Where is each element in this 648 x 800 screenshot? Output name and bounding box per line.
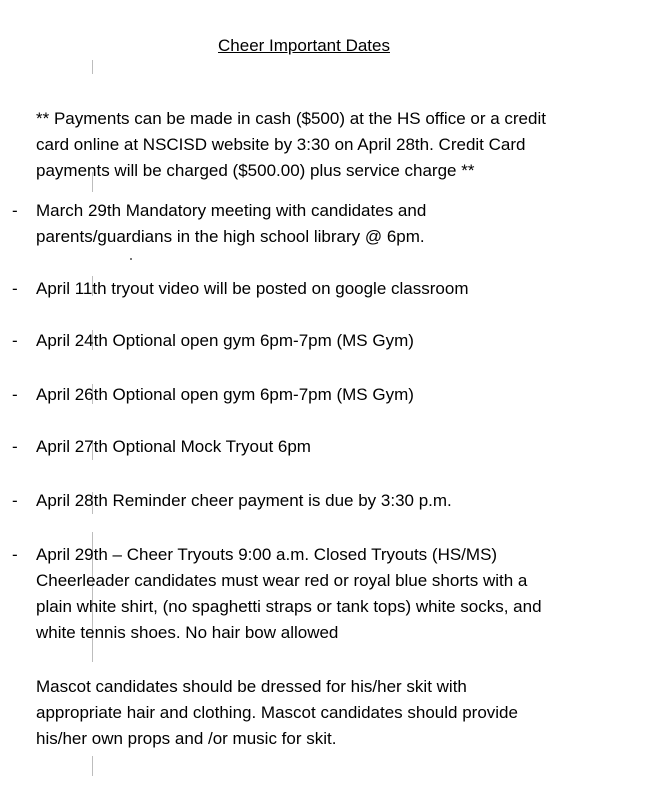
list-item-text: [36, 328, 636, 354]
bullet-dash: -: [12, 545, 18, 564]
list-item-line: April 28th Reminder cheer payment is due by 3:30 p.m.: [36, 491, 452, 510]
list-item-line: Cheerleader candidates must wear red or royal blue shorts with a: [36, 571, 528, 590]
bullet-dash: -: [12, 491, 18, 510]
list-item-text: [36, 542, 636, 646]
scan-artifact-line: [92, 756, 93, 776]
bullet-dash: -: [12, 437, 18, 456]
mascot-line: his/her own props and /or music for skit.: [36, 729, 337, 748]
list-item-text: [36, 276, 636, 302]
bullet-dash: -: [12, 385, 18, 404]
list-item-line: parents/guardians in the high school library @ 6pm.: [36, 227, 425, 246]
bullet-dash: -: [12, 279, 18, 298]
bullet-dash: -: [12, 201, 18, 220]
list-item-line: white tennis shoes. No hair bow allowed: [36, 623, 339, 642]
list-item-line: April 26th Optional open gym 6pm-7pm (MS Gym): [36, 385, 414, 404]
list-item-line: April 11th tryout video will be posted on google classroom: [36, 279, 469, 298]
list-item-text: [36, 382, 636, 408]
list-item-line: April 24th Optional open gym 6pm-7pm (MS Gym): [36, 331, 414, 350]
page-title: Cheer Important Dates: [218, 36, 390, 55]
list-item-line: April 29th – Cheer Tryouts 9:00 a.m. Closed Tryouts (HS/MS): [36, 545, 498, 564]
payment-line: ** Payments can be made in cash ($500) at the HS office or a credit: [36, 109, 546, 128]
payment-line: payments will be charged ($500.00) plus service charge **: [36, 161, 475, 180]
mascot-line: Mascot candidates should be dressed for his/her skit with: [36, 677, 467, 696]
list-item-text: [36, 488, 636, 514]
bullet-dash: -: [12, 331, 18, 350]
list-item-line: plain white shirt, (no spaghetti straps or tank tops) white socks, and: [36, 597, 542, 616]
list-item-text: [36, 198, 636, 250]
payment-line: card online at NSCISD website by 3:30 on April 28th. Credit Card: [36, 135, 526, 154]
scan-artifact-line: [92, 60, 93, 74]
list-item-text: [36, 434, 636, 460]
list-item-line: March 29th Mandatory meeting with candidates and: [36, 201, 427, 220]
scan-artifact-dot: [130, 258, 132, 260]
payment-notice: [36, 106, 616, 184]
list-item-line: April 27th Optional Mock Tryout 6pm: [36, 437, 311, 456]
mascot-text: [36, 674, 636, 752]
mascot-line: appropriate hair and clothing. Mascot candidates should provide: [36, 703, 518, 722]
